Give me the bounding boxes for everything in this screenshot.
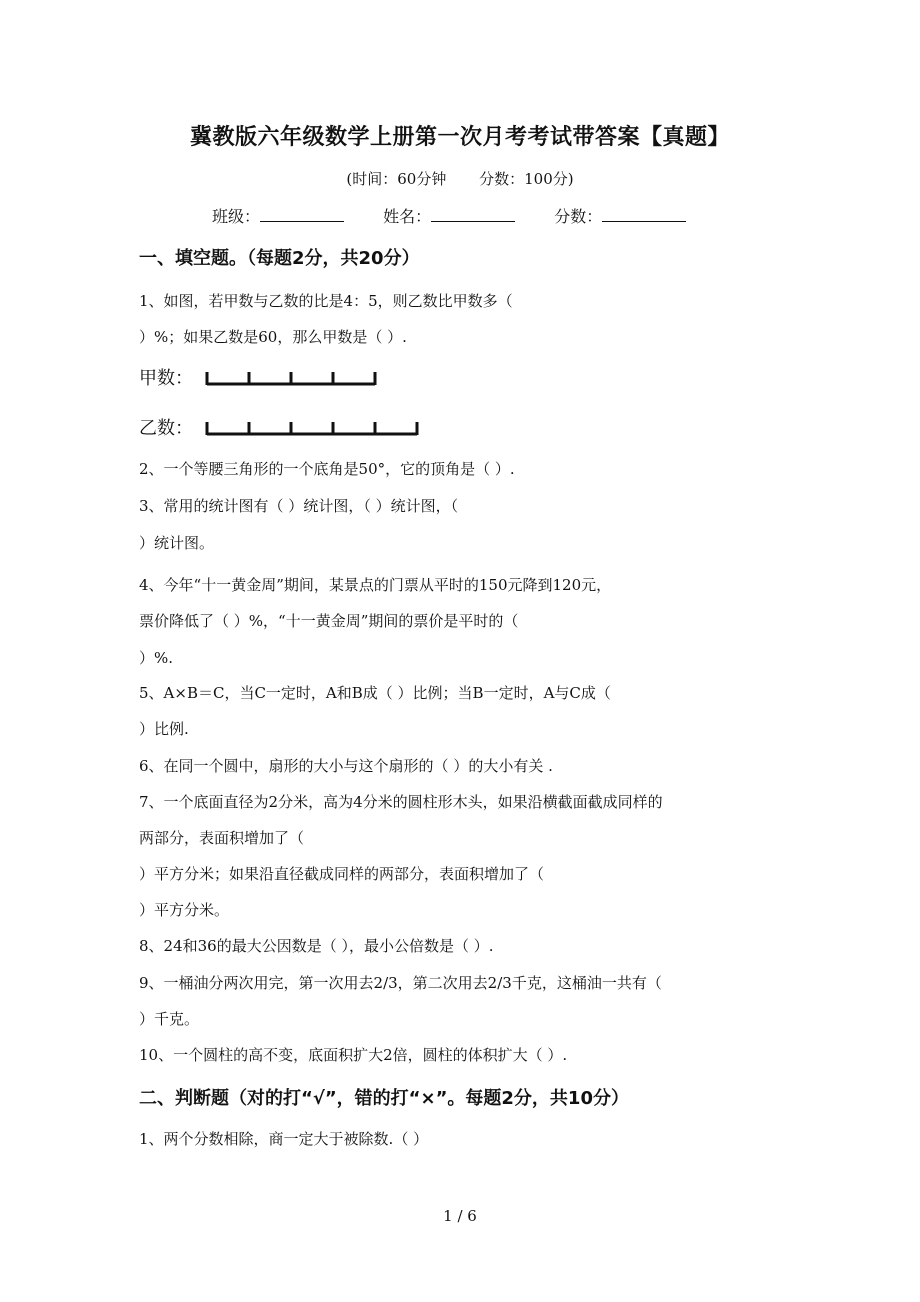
name-field — [383, 204, 515, 227]
question-5-line-2: ）比例. — [139, 720, 189, 738]
exam-meta — [0, 168, 920, 189]
question-9-line-2: ）千克。 — [139, 1010, 200, 1028]
question-1-line-2: ）%；如果乙数是60，那么甲数是（ ）. — [139, 328, 407, 346]
page-title: 冀教版六年级数学上册第一次月考考试带答案【真题】 — [189, 125, 730, 150]
judge-question-1: 1、两个分数相除，商一定大于被除数.（ ） — [139, 1130, 429, 1148]
score-field — [554, 204, 686, 227]
question-1-line-1: 1、如图，若甲数与乙数的比是4：5，则乙数比甲数多（ — [139, 292, 513, 310]
name-blank[interactable] — [431, 207, 515, 222]
class-blank[interactable] — [260, 207, 344, 222]
name-label: 姓名： — [383, 207, 432, 226]
question-3-line-1: 3、常用的统计图有（ ）统计图，（ ）统计图，（ — [139, 497, 459, 515]
page-number: 1 / 6 — [443, 1207, 477, 1225]
jia-segment-bar — [207, 372, 375, 385]
class-label: 班级： — [212, 207, 261, 226]
exam-time: (时间：60分钟 — [346, 170, 447, 188]
jia-label: 甲数： — [139, 368, 193, 389]
question-6: 6、在同一个圆中，扇形的大小与这个扇形的（ ）的大小有关 . — [139, 757, 553, 775]
exam-total-score: 分数：100分) — [479, 170, 574, 188]
question-2: 2、一个等腰三角形的一个底角是50°，它的顶角是（ ）. — [139, 460, 515, 478]
section-judge-heading: 二、判断题（对的打“√”，错的打“×”。每题2分，共10分） — [139, 1088, 629, 1109]
score-blank[interactable] — [602, 207, 686, 222]
question-7-line-4: ）平方分米。 — [139, 901, 230, 919]
yi-label: 乙数： — [139, 418, 193, 439]
class-field — [212, 204, 344, 227]
section-fill-blank-heading: 一、填空题。（每题2分，共20分） — [139, 248, 420, 269]
yi-segment-bar — [207, 422, 417, 435]
score-label: 分数： — [554, 207, 603, 226]
question-7-line-1: 7、一个底面直径为2分米，高为4分米的圆柱形木头，如果沿横截面截成同样的 — [139, 793, 663, 811]
question-5-line-1: 5、A×B＝C，当C一定时，A和B成（ ）比例；当B一定时，A与C成（ — [139, 684, 611, 702]
question-4-line-1: 4、今年“十一黄金周”期间，某景点的门票从平时的150元降到120元， — [139, 576, 612, 594]
question-4-line-3: ）%. — [139, 649, 174, 667]
question-9-line-1: 9、一桶油分两次用完，第一次用去2/3，第二次用去2/3千克，这桶油一共有（ — [139, 974, 662, 992]
student-info — [212, 204, 720, 227]
question-7-line-2: 两部分，表面积增加了（ — [139, 829, 305, 847]
question-4-line-2: 票价降低了（ ）%，“十一黄金周”期间的票价是平时的（ — [139, 612, 519, 630]
ratio-segment-figure — [205, 362, 435, 442]
question-7-line-3: ）平方分米；如果沿直径截成同样的两部分，表面积增加了（ — [139, 865, 545, 883]
question-8: 8、24和36的最大公因数是（ ），最小公倍数是（ ）. — [139, 937, 494, 955]
question-3-line-2: ）统计图。 — [139, 534, 215, 552]
question-10: 10、一个圆柱的高不变，底面积扩大2倍，圆柱的体积扩大（ ）. — [139, 1046, 568, 1064]
